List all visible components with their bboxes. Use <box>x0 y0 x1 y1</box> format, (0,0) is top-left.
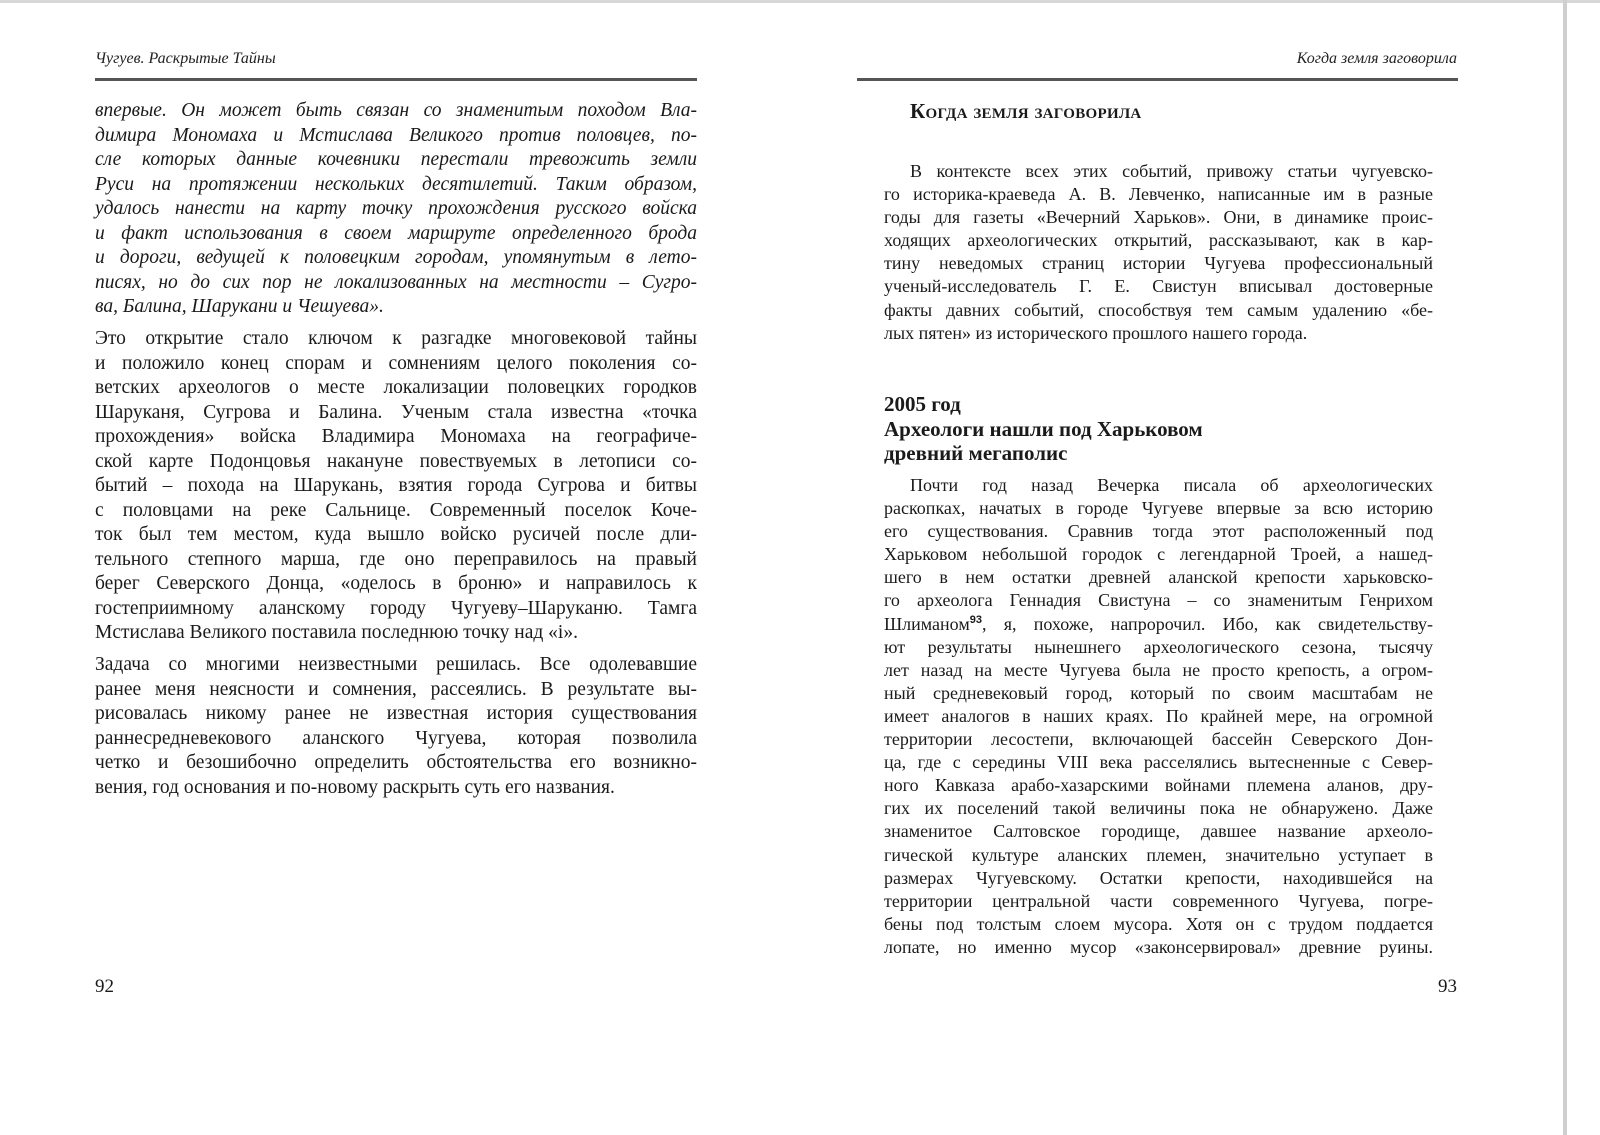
header-rule <box>857 78 1458 81</box>
text-line: ученый-исследователь Г. Е. Свистун вписывал достоверные <box>884 276 1433 297</box>
text-line: четко и безошибочно определить обстоятельства его возникно- <box>95 752 697 773</box>
text-line: вения, год основания и по-новому раскрыть суть его названия. <box>95 776 615 798</box>
text-line: и факт использования в своем маршруте определенного брода <box>95 222 697 244</box>
chapter-title: Когда земля заговорила <box>910 99 1142 123</box>
intro-paragraph <box>884 160 1433 345</box>
paragraph <box>95 99 697 320</box>
text-line: факты давних событий, способствуя тем самым удалению «бе- <box>884 299 1433 320</box>
text-line: го историка-краеведа А. В. Левченко, написанные им в разные <box>884 184 1433 205</box>
paragraph <box>95 327 697 646</box>
page-number: 92 <box>95 976 114 997</box>
text-line: ца, где с середины VIII века расселялись вытесненные с Север- <box>884 752 1433 773</box>
text-line: лопате, но именно мусор «законсервировал» древние руины. <box>884 936 1433 957</box>
text-line: Харьковом небольшой городок с легендарной Троей, а нашед- <box>884 544 1433 565</box>
text-line: ют результаты нынешнего археологического сезона, тысячу <box>884 636 1433 657</box>
text-line: гостеприимному аланскому городу Чугуеву–Шаруканю. Тамга <box>95 597 697 619</box>
text-line: ва, Балина, Шарукани и Чешуева». <box>95 296 384 317</box>
text-line: имеет аналогов в наших краях. По крайней мере, на огромной <box>884 705 1433 726</box>
text-line: Это открытие стало ключом к разгадке многовековой тайны <box>95 328 697 349</box>
article-title-line: древний мегаполис <box>884 441 1068 465</box>
text-line: Руси на протяжении нескольких десятилетий. Таким образом, <box>95 173 697 195</box>
text-line: го археолога Геннадия Свистуна – со знаменитым Генрихом <box>884 590 1433 611</box>
paragraph <box>95 653 697 800</box>
text-line: писях, но до сих пор не локализованных на местности – Сугро- <box>95 271 697 293</box>
running-head: Чугуев. Раскрытые Тайны <box>95 50 276 67</box>
text-line: Мстислава Великого поставила последнюю точку над «і». <box>95 622 578 643</box>
page-edge-shadow <box>1563 0 1567 1135</box>
text-line: рисовалась никому ранее не известная история существования <box>95 703 697 724</box>
text-fragment: Шлиманом <box>884 613 970 634</box>
text-line: размерах Чугуевскому. Остатки крепости, находившейся на <box>884 867 1433 888</box>
page-edge-shadow <box>0 0 1600 3</box>
text-line: гих их поселений такой величины пока не обнаружено. Даже <box>884 798 1433 819</box>
text-line: шего в нем остатки древней аланской крепости харьковско- <box>884 567 1433 588</box>
text-line: ного Кавказа арабо-хазарскими войнами племена аланов, дру- <box>884 775 1433 796</box>
text-line: раскопках, начатых в городе Чугуеве впервые за всю историю <box>884 498 1433 519</box>
text-line: и дороги, ведущей к половецким городам, упомянутым в лето- <box>95 247 697 268</box>
text-line: лых пятен» из исторического прошлого нашего города. <box>884 322 1308 343</box>
text-line <box>884 613 1433 636</box>
text-line: берег Северского Донца, «оделось в броню» и направилось к <box>95 573 697 594</box>
page-number: 93 <box>1438 976 1457 997</box>
text-line: его существования. Сравнив тогда этот расположенный под <box>884 521 1433 542</box>
text-line: тельного степного марша, где оно переправилось на правый <box>95 548 697 570</box>
header-rule <box>95 78 697 81</box>
text-line: бытий – похода на Шарукань, взятия города Сугрова и битвы <box>95 475 697 496</box>
text-line: годы для газеты «Вечерний Харьков». Они, в динамике проис- <box>884 207 1433 228</box>
text-line: ранее меня неясности и сомнения, рассеялись. В результате вы- <box>95 678 697 700</box>
text-line: территории лесостепи, включающей бассейн Северского Дон- <box>884 729 1433 750</box>
text-line: Задача со многими неизвестными решилась. Все одолевавшие <box>95 654 697 675</box>
text-fragment: , я, похоже, напророчил. Ибо, как свидетельству- <box>981 613 1433 634</box>
text-line: ный средневековый город, который по своим масштабам не <box>884 682 1433 703</box>
text-line: Шаруканя, Сугрова и Балина. Ученым стала известна «точка <box>95 401 697 423</box>
text-line: гической культуре аланских племен, значительно уступает в <box>884 844 1433 865</box>
text-line: знаменитое Салтовское городище, давшее название археоло- <box>884 821 1433 842</box>
text-line: впервые. Он может быть связан со знаменитым походом Вла- <box>95 100 697 121</box>
text-line: ветских археологов о месте локализации половецких городков <box>95 377 697 398</box>
text-line: лет назад на месте Чугуева была не просто крепость, а огром- <box>884 659 1433 680</box>
article-paragraph <box>884 474 1433 959</box>
running-head: Когда земля заговорила <box>1296 50 1457 67</box>
text-line: ток был тем местом, куда вышло войско русичей после дли- <box>95 524 697 545</box>
text-line: раннесредневекового аланского Чугуева, которая позволила <box>95 727 697 749</box>
text-line: димира Мономаха и Мстислава Великого против половцев, по- <box>95 124 697 146</box>
text-line: тину неведомых страниц истории Чугуева профессиональный <box>884 253 1433 274</box>
text-line: ской карте Подонцовья накануне повествуемых в летописи со- <box>95 450 697 472</box>
text-line: территории центральной части современного Чугуева, погре- <box>884 890 1433 911</box>
text-line: бены под толстым слоем мусора. Хотя он с трудом поддается <box>884 913 1433 934</box>
text-line: В контексте всех этих событий, привожу статьи чугуевско- <box>910 161 1433 181</box>
text-line: Почти год назад Вечерка писала об археологических <box>910 475 1433 495</box>
text-line: сле которых данные кочевники перестали тревожить земли <box>95 149 697 170</box>
text-line: и положило конец спорам и сомнениям целого поколения со- <box>95 352 697 374</box>
text-line: ходящих археологических открытий, рассказывают, как в кар- <box>884 230 1433 251</box>
article-heading <box>884 392 1203 466</box>
text-line: с половцами на реке Сальнице. Современный поселок Коче- <box>95 499 697 521</box>
article-title-line: Археологи нашли под Харьковом <box>884 416 1203 441</box>
footnote-ref[interactable]: 93 <box>969 613 982 626</box>
text-line: удалось нанести на карту точку прохождения русского войска <box>95 198 697 219</box>
article-year: 2005 год <box>884 392 961 416</box>
text-line: прохождения» войска Владимира Мономаха на географиче- <box>95 426 697 447</box>
